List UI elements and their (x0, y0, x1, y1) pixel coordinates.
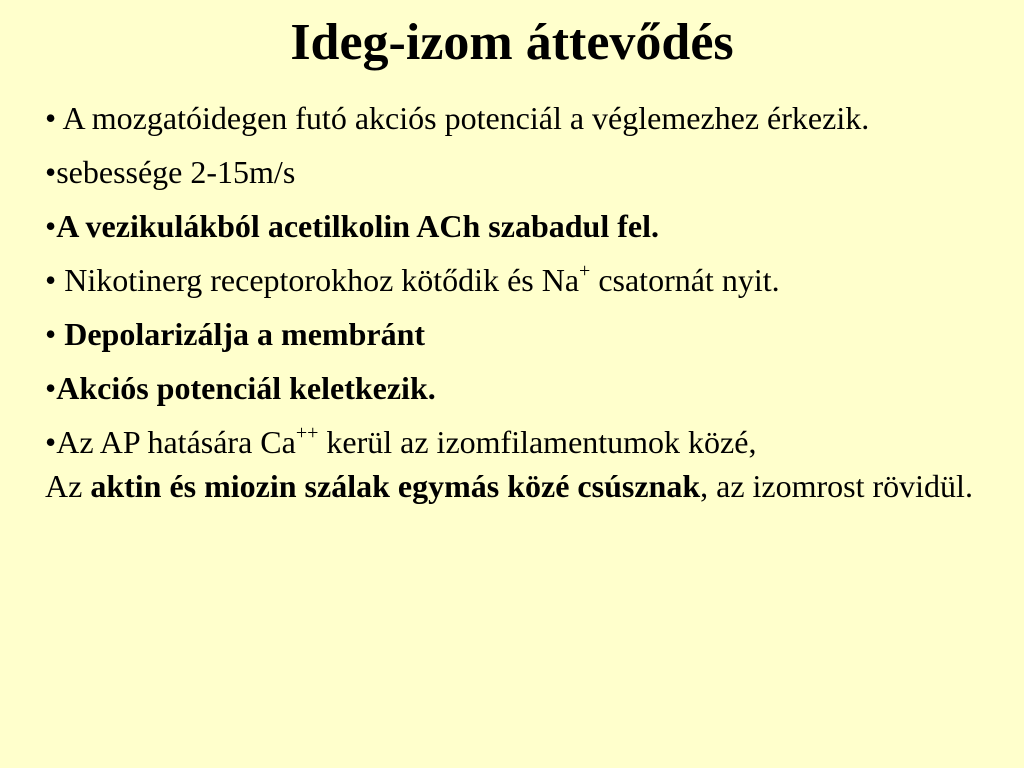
bullet-item-6 (45, 366, 985, 410)
bullet-text: Az AP hatására Ca (56, 424, 296, 460)
superscript-plus: + (579, 260, 591, 283)
bullet-text: kerül az izomfilamentumok közé, (318, 424, 757, 460)
bullet-text: A vezikulákból acetilkolin ACh szabadul fel. (56, 208, 659, 244)
superscript-plus-plus: ++ (295, 422, 319, 445)
bullet-text: , az izomrost rövidül. (700, 468, 973, 504)
bullet-marker: • (45, 316, 65, 352)
bullet-text: Az (45, 468, 91, 504)
bullet-text: A mozgatóidegen futó akciós potenciál a véglemezhez érkezik. (62, 100, 870, 136)
bullet-marker: • (45, 100, 63, 136)
bullet-text: csatornát nyit. (590, 262, 780, 298)
bullet-text-bold: aktin és miozin szálak egymás közé csúsznak (90, 468, 701, 504)
bullet-item-4 (45, 258, 985, 302)
bullet-list (45, 96, 985, 518)
bullet-marker: • (45, 208, 57, 244)
bullet-item-1 (45, 96, 985, 140)
bullet-item-3 (45, 204, 985, 248)
bullet-item-2 (45, 150, 985, 194)
bullet-text: Depolarizálja a membránt (64, 316, 426, 352)
bullet-marker: • (45, 424, 57, 460)
bullet-item-5 (45, 312, 985, 356)
bullet-text: sebessége 2-15m/s (56, 154, 296, 190)
bullet-marker: • (45, 262, 65, 298)
bullet-marker: • (45, 154, 57, 190)
bullet-marker: • (45, 370, 57, 406)
slide-title: Ideg-izom áttevődés (290, 14, 734, 71)
bullet-text: Nikotinerg receptorokhoz kötődik és Na (64, 262, 580, 298)
bullet-text: Akciós potenciál keletkezik. (56, 370, 436, 406)
bullet-item-7 (45, 420, 985, 508)
